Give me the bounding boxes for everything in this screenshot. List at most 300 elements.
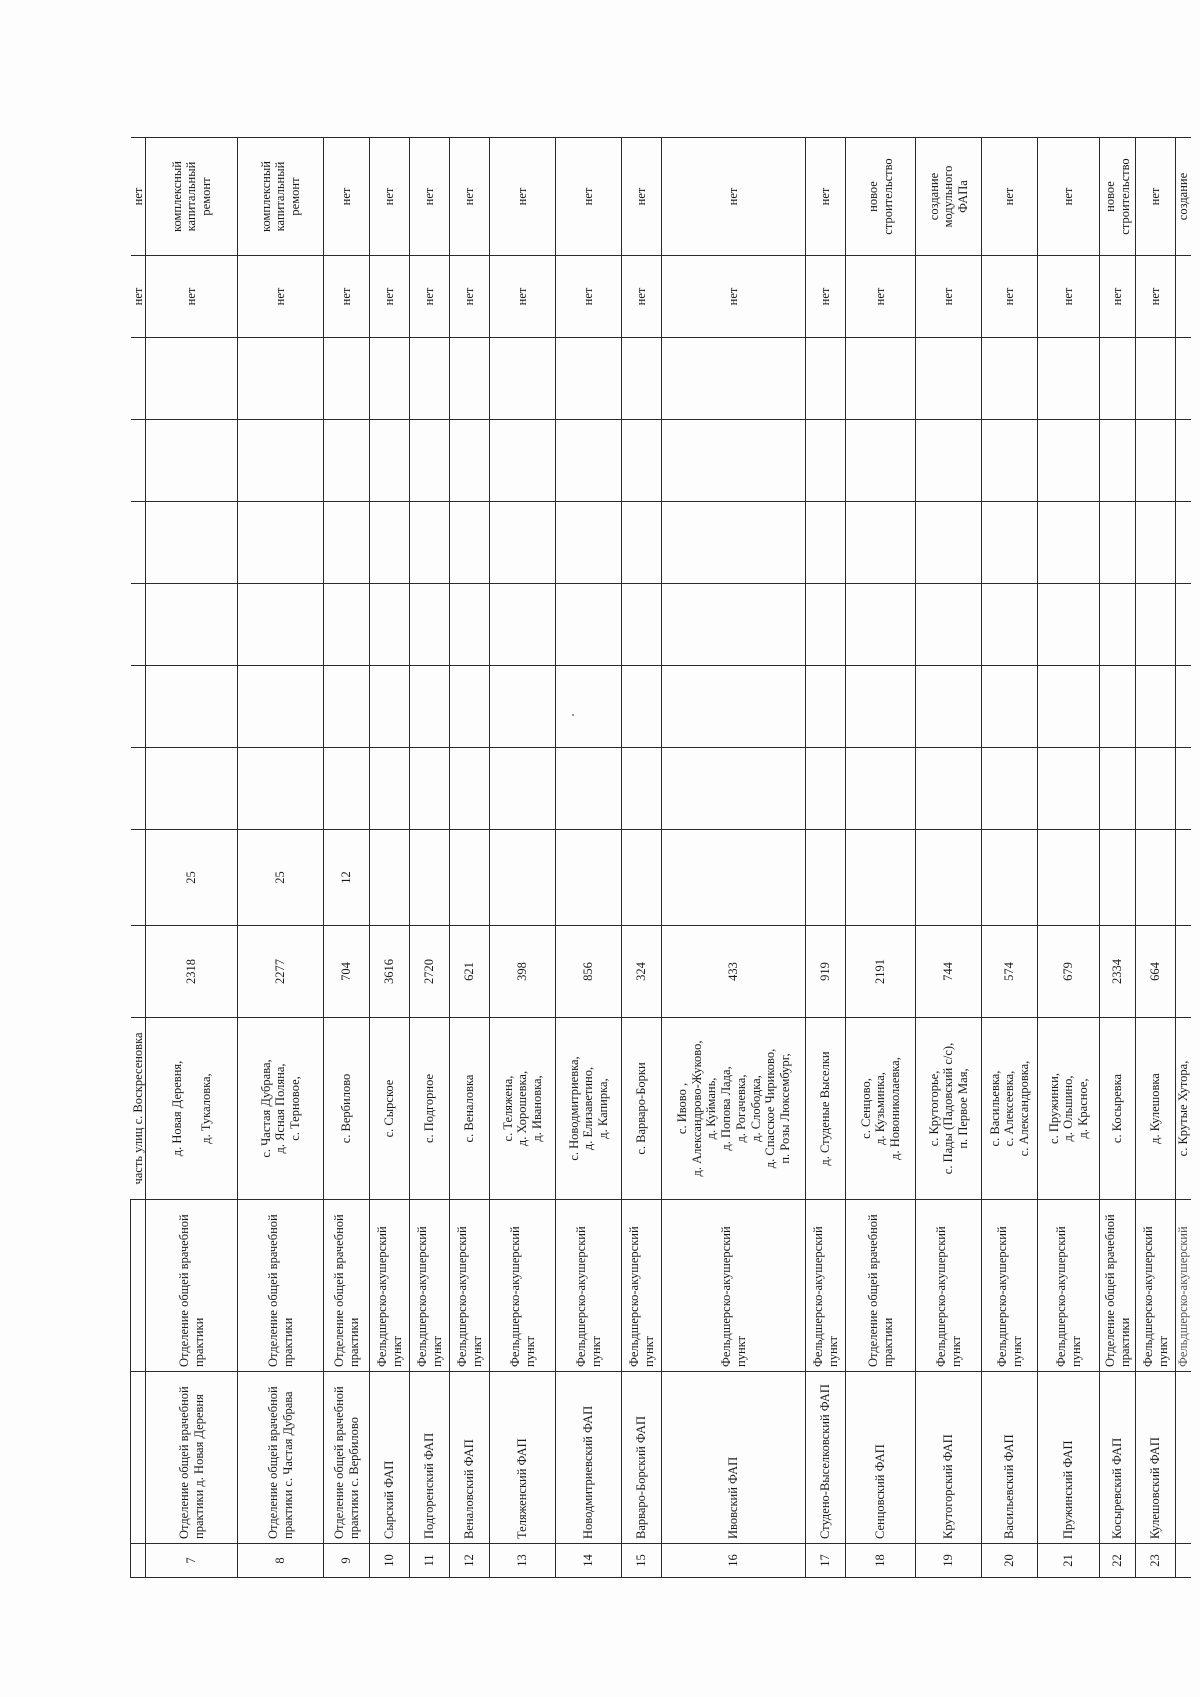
cell-settlements xyxy=(410,1018,450,1200)
cell-action xyxy=(1038,138,1100,256)
cell-empty xyxy=(1100,502,1136,584)
cell-name xyxy=(490,1372,556,1544)
cell-empty xyxy=(1038,502,1100,584)
cell-settlements xyxy=(490,1018,556,1200)
cell-empty xyxy=(662,748,806,830)
cell-need xyxy=(1176,256,1191,338)
cell-value xyxy=(450,830,490,926)
cell-empty xyxy=(916,502,982,584)
type-line: пункт xyxy=(825,1336,840,1367)
cell-empty xyxy=(131,338,146,420)
cell-empty xyxy=(146,502,238,584)
cell-empty xyxy=(131,420,146,502)
cell-empty xyxy=(846,338,916,420)
cell-empty xyxy=(1100,666,1136,748)
type-line: пункт xyxy=(429,1336,444,1367)
cell-value xyxy=(846,830,916,926)
cell-need: нет xyxy=(556,256,622,338)
name-line: Теляженский ФАП xyxy=(515,1438,530,1539)
cell-empty xyxy=(806,420,846,502)
cell-type xyxy=(450,1200,490,1372)
cell-num xyxy=(131,1544,146,1578)
cell-empty xyxy=(324,420,370,502)
cell-empty xyxy=(1100,420,1136,502)
action-line: строительство xyxy=(1117,158,1132,235)
settlement-line: п. Розы Люксембург, xyxy=(778,1053,792,1164)
name-line: практики с. Вербилово xyxy=(346,1417,361,1539)
settlement-line: с. Вербилово xyxy=(339,1073,354,1144)
type-line: Фельдшерско-акушерский xyxy=(811,1226,825,1367)
name-line: Варваро-Борский ФАП xyxy=(634,1415,649,1539)
action-line: нет xyxy=(726,187,741,206)
name-line: Новодмитриевский ФАП xyxy=(581,1405,596,1539)
cell-type xyxy=(1136,1200,1176,1372)
type-line: пункт xyxy=(641,1336,656,1367)
cell-value xyxy=(982,830,1038,926)
settlement-line: д. Новониколаевка, xyxy=(888,1057,903,1160)
table-row xyxy=(806,138,846,1578)
cell-num: 11 xyxy=(410,1544,450,1578)
cell-name xyxy=(556,1372,622,1544)
type-line: Отделение общей врачебной xyxy=(1103,1214,1117,1367)
cell-empty xyxy=(450,584,490,666)
action-line: нет xyxy=(382,187,397,206)
cell-need: нет xyxy=(410,256,450,338)
cell-settlements xyxy=(556,1018,622,1200)
cell-empty xyxy=(490,748,556,830)
cell-name xyxy=(916,1372,982,1544)
cell-population: 621 xyxy=(450,926,490,1018)
cell-value xyxy=(1100,830,1136,926)
cell-num: 13 xyxy=(490,1544,556,1578)
cell-value xyxy=(131,830,146,926)
cell-population: 574 xyxy=(982,926,1038,1018)
cell-settlements xyxy=(146,1018,238,1200)
cell-type: Фельдшерско-акушерский xyxy=(1176,1200,1191,1372)
action-line: модульного xyxy=(941,165,956,228)
table-row xyxy=(450,138,490,1578)
cell-value xyxy=(556,830,622,926)
cell-settlements xyxy=(982,1018,1038,1200)
action-line: нет xyxy=(1061,187,1076,206)
cell-empty xyxy=(622,502,662,584)
cell-type xyxy=(490,1200,556,1372)
cell-empty xyxy=(410,338,450,420)
cell-need: нет xyxy=(450,256,490,338)
settlement-line: д. Хорошевка, xyxy=(515,1070,530,1147)
cell-empty xyxy=(846,502,916,584)
cell-action xyxy=(490,138,556,256)
settlement-line: с. Варваро-Борки xyxy=(634,1062,649,1155)
cell-empty xyxy=(450,502,490,584)
table-row xyxy=(622,138,662,1578)
action-line: ремонт xyxy=(288,177,303,216)
cell-value xyxy=(370,830,410,926)
cell-num xyxy=(1176,1544,1191,1578)
settlement-line: д. Студеные Выселки xyxy=(818,1051,833,1166)
table-row xyxy=(324,138,370,1578)
cell-action xyxy=(662,138,806,256)
cell-num: 18 xyxy=(846,1544,916,1578)
cell-empty xyxy=(1176,748,1191,830)
cell-settlements xyxy=(662,1018,806,1200)
cell-name xyxy=(1176,1372,1191,1544)
cell-name xyxy=(450,1372,490,1544)
settlement-line: с. Сенцово, xyxy=(858,1078,873,1139)
cell-empty xyxy=(238,584,324,666)
name-line: Студено-Выселковский ФАП xyxy=(818,1384,833,1539)
cell-action: создание xyxy=(1176,138,1191,256)
cell-name xyxy=(1100,1372,1136,1544)
cell-type xyxy=(556,1200,622,1372)
cell-empty xyxy=(370,584,410,666)
cell-empty xyxy=(846,748,916,830)
settlement-line: с. Васильевка, xyxy=(987,1070,1002,1147)
cell-num: 21 xyxy=(1038,1544,1100,1578)
cell-empty xyxy=(1176,502,1191,584)
cell-settlements: с. Крутые Хутора, xyxy=(1176,1018,1191,1200)
cell-population: 3616 xyxy=(370,926,410,1018)
name-line: Отделение общей врачебной xyxy=(177,1386,191,1539)
cell-population: 2334 xyxy=(1100,926,1136,1018)
cell-empty xyxy=(324,338,370,420)
cell-population: 2318 xyxy=(146,926,238,1018)
cell-empty xyxy=(1038,338,1100,420)
cell-need: нет xyxy=(146,256,238,338)
settlement-line: д. Капирка, xyxy=(596,1078,611,1139)
cell-name xyxy=(324,1372,370,1544)
action-line: нет xyxy=(1002,187,1017,206)
cell-empty xyxy=(916,420,982,502)
cell-empty xyxy=(916,666,982,748)
cell-action xyxy=(146,138,238,256)
type-line: Фельдшерско-акушерский xyxy=(508,1226,522,1367)
settlement-line: с. Косыревка xyxy=(1110,1073,1125,1144)
type-line: Фельдшерско-акушерский xyxy=(995,1226,1009,1367)
cell-empty xyxy=(556,584,622,666)
cell-empty xyxy=(370,338,410,420)
settlement-line: д. Красное, xyxy=(1076,1078,1091,1139)
settlement-line: д. Ольшино, xyxy=(1061,1075,1076,1142)
cell-population: 704 xyxy=(324,926,370,1018)
cell-action xyxy=(370,138,410,256)
settlement-line: д. Кузьминка, xyxy=(873,1072,888,1145)
cell-empty xyxy=(806,666,846,748)
cell-empty xyxy=(1176,420,1191,502)
cell-empty xyxy=(846,420,916,502)
cell-settlements xyxy=(370,1018,410,1200)
cell-empty xyxy=(806,502,846,584)
cell-population: 744 xyxy=(916,926,982,1018)
name-line: Подгоренский ФАП xyxy=(422,1432,437,1539)
cell-type xyxy=(1038,1200,1100,1372)
settlement-line: с. Пады (Падовский с/с), xyxy=(941,1042,956,1175)
cell-value: 25 xyxy=(238,830,324,926)
cell-empty xyxy=(662,502,806,584)
cell-type xyxy=(622,1200,662,1372)
cell-need: нет xyxy=(662,256,806,338)
cell-empty xyxy=(662,338,806,420)
cell-empty xyxy=(982,420,1038,502)
action-line: комплексный xyxy=(169,161,184,232)
cell-population: 398 xyxy=(490,926,556,1018)
cell-name xyxy=(131,1372,146,1544)
cell-empty xyxy=(556,420,622,502)
cell-empty xyxy=(324,502,370,584)
cell-type xyxy=(662,1200,806,1372)
settlement-line: д. Елизаветино, xyxy=(581,1066,596,1151)
cell-empty xyxy=(806,338,846,420)
cell-population: 2191 xyxy=(846,926,916,1018)
cell-empty xyxy=(622,338,662,420)
settlement-line: д. Тукаловка, xyxy=(199,1073,214,1144)
type-line: Фельдшерско-акушерский xyxy=(719,1226,733,1367)
cell-value: 12 xyxy=(324,830,370,926)
type-line: Фельдшерско-акушерский xyxy=(415,1226,429,1367)
name-line: Пружинский ФАП xyxy=(1061,1440,1076,1539)
settlement-line: часть улиц с. Воскресеновка xyxy=(130,1032,145,1185)
cell-name xyxy=(846,1372,916,1544)
cell-empty xyxy=(982,338,1038,420)
cell-empty xyxy=(1100,338,1136,420)
cell-action xyxy=(846,138,916,256)
type-line: пункт xyxy=(948,1336,963,1367)
cell-need: нет xyxy=(622,256,662,338)
cell-empty xyxy=(622,420,662,502)
type-line: Отделение общей врачебной xyxy=(866,1214,880,1367)
type-line: Фельдшерско-акушерский xyxy=(574,1226,588,1367)
cell-need: нет xyxy=(370,256,410,338)
cell-need: нет xyxy=(131,256,146,338)
type-line: пункт xyxy=(1155,1336,1170,1367)
cell-empty xyxy=(1136,666,1176,748)
cell-need: нет xyxy=(846,256,916,338)
table-row xyxy=(982,138,1038,1578)
table-row-bottom xyxy=(1176,138,1191,1578)
cell-empty xyxy=(410,420,450,502)
cell-empty xyxy=(410,666,450,748)
cell-population: 2720 xyxy=(410,926,450,1018)
type-line: практики xyxy=(280,1317,295,1367)
cell-type xyxy=(806,1200,846,1372)
cell-need: нет xyxy=(806,256,846,338)
table-row xyxy=(556,138,622,1578)
type-line: практики xyxy=(346,1317,361,1367)
cell-value xyxy=(1176,830,1191,926)
cell-empty xyxy=(556,338,622,420)
type-line: Фельдшерско-акушерский xyxy=(1141,1226,1155,1367)
cell-action xyxy=(450,138,490,256)
table-row xyxy=(146,138,238,1578)
name-line: Отделение общей врачебной xyxy=(266,1386,280,1539)
cell-empty xyxy=(146,748,238,830)
type-line: пункт xyxy=(588,1336,603,1367)
name-line: Васильевский ФАП xyxy=(1002,1434,1017,1539)
cell-population: 324 xyxy=(622,926,662,1018)
cell-empty xyxy=(490,666,556,748)
action-line: создание xyxy=(926,172,941,221)
cell-empty xyxy=(370,748,410,830)
cell-action xyxy=(982,138,1038,256)
cell-empty xyxy=(238,338,324,420)
cell-settlements xyxy=(238,1018,324,1200)
cell-empty xyxy=(1038,420,1100,502)
cell-empty xyxy=(490,420,556,502)
cell-empty xyxy=(982,666,1038,748)
cell-empty xyxy=(1136,584,1176,666)
action-line: нет xyxy=(634,187,649,206)
cell-value xyxy=(662,830,806,926)
settlement-line: с. Подгорное xyxy=(422,1073,437,1144)
cell-action xyxy=(238,138,324,256)
cell-population: 664 xyxy=(1136,926,1176,1018)
cell-num: 17 xyxy=(806,1544,846,1578)
action-line: нет xyxy=(339,187,354,206)
cell-name xyxy=(622,1372,662,1544)
cell-need: нет xyxy=(982,256,1038,338)
cell-empty xyxy=(1176,666,1191,748)
cell-type xyxy=(1100,1200,1136,1372)
cell-empty xyxy=(238,748,324,830)
cell-empty xyxy=(662,584,806,666)
cell-value xyxy=(622,830,662,926)
name-line: Отделение общей врачебной xyxy=(332,1386,346,1539)
table-row xyxy=(238,138,324,1578)
name-line: Сенцовский ФАП xyxy=(873,1444,888,1539)
settlement-line: д. Попова Лада, xyxy=(719,1066,733,1151)
cell-empty xyxy=(1100,748,1136,830)
cell-num: 19 xyxy=(916,1544,982,1578)
cell-type xyxy=(238,1200,324,1372)
action-line: нет xyxy=(581,187,596,206)
type-line: пункт xyxy=(1068,1336,1083,1367)
cell-empty xyxy=(982,502,1038,584)
action-line: ФАПа xyxy=(956,180,971,213)
cell-value xyxy=(1136,830,1176,926)
cell-empty xyxy=(1038,584,1100,666)
settlement-line: с. Веналовка xyxy=(462,1074,477,1143)
cell-empty xyxy=(450,748,490,830)
cell-empty xyxy=(1176,584,1191,666)
cell-settlements xyxy=(806,1018,846,1200)
action-line: строительство xyxy=(880,158,895,235)
type-line: пункт xyxy=(1009,1336,1024,1367)
settlement-line: с. Пружинки, xyxy=(1046,1073,1061,1144)
settlement-line: с. Александровка, xyxy=(1017,1060,1032,1157)
cell-need: нет xyxy=(324,256,370,338)
cell-empty xyxy=(450,420,490,502)
type-line: пункт xyxy=(733,1336,748,1367)
cell-type xyxy=(324,1200,370,1372)
cell-empty xyxy=(982,584,1038,666)
cell-empty xyxy=(1100,584,1136,666)
cell-num: 8 xyxy=(238,1544,324,1578)
cell-settlements xyxy=(450,1018,490,1200)
name-line: Ивовский ФАП xyxy=(726,1456,741,1539)
cell-empty xyxy=(131,502,146,584)
type-line: Фельдшерско-акушерский xyxy=(375,1226,389,1367)
cell-empty xyxy=(490,584,556,666)
cell-empty xyxy=(490,338,556,420)
cell-settlements xyxy=(131,1018,146,1200)
cell-need: нет xyxy=(1038,256,1100,338)
cell-settlements xyxy=(846,1018,916,1200)
cell-name xyxy=(1038,1372,1100,1544)
cell-type xyxy=(370,1200,410,1372)
cell-name xyxy=(238,1372,324,1544)
cell-need: нет xyxy=(238,256,324,338)
cell-empty xyxy=(450,338,490,420)
table-row xyxy=(410,138,450,1578)
cell-empty xyxy=(324,584,370,666)
cell-value xyxy=(1038,830,1100,926)
cell-num: 20 xyxy=(982,1544,1038,1578)
action-line: капитальный xyxy=(273,161,288,232)
type-line: практики xyxy=(191,1317,206,1367)
cell-action xyxy=(324,138,370,256)
settlement-line: с. Новодмитриевка, xyxy=(566,1056,581,1161)
cell-num: 16 xyxy=(662,1544,806,1578)
settlement-line xyxy=(184,1022,199,1195)
table-row xyxy=(1100,138,1136,1578)
cell-empty xyxy=(370,502,410,584)
cell-empty xyxy=(622,666,662,748)
name-line: практики с. Частая Дубрава xyxy=(280,1391,295,1539)
table-row xyxy=(662,138,806,1578)
cell-action: нет xyxy=(131,138,146,256)
cell-value xyxy=(806,830,846,926)
cell-empty xyxy=(622,584,662,666)
type-line: Отделение общей врачебной xyxy=(177,1214,191,1367)
table-row xyxy=(370,138,410,1578)
cell-need: нет xyxy=(916,256,982,338)
name-line: Крутогорский ФАП xyxy=(941,1434,956,1539)
cell-empty xyxy=(1136,338,1176,420)
cell-empty xyxy=(238,502,324,584)
cell-settlements xyxy=(622,1018,662,1200)
cell-empty xyxy=(982,748,1038,830)
type-line: Фельдшерско-акушерский xyxy=(627,1226,641,1367)
cell-type xyxy=(410,1200,450,1372)
cell-empty xyxy=(131,748,146,830)
type-line: Отделение общей врачебной xyxy=(266,1214,280,1367)
cell-type xyxy=(846,1200,916,1372)
cell-num: 22 xyxy=(1100,1544,1136,1578)
settlement-line: д. Александрово-Жуково, xyxy=(689,1040,704,1177)
cell-empty xyxy=(324,666,370,748)
cell-empty xyxy=(662,420,806,502)
cell-need: нет xyxy=(490,256,556,338)
cell-empty xyxy=(916,584,982,666)
cell-empty xyxy=(916,338,982,420)
cell-empty xyxy=(846,584,916,666)
type-line: Отделение общей врачебной xyxy=(332,1214,346,1367)
cell-value: 25 xyxy=(146,830,238,926)
cell-name xyxy=(410,1372,450,1544)
cell-empty xyxy=(238,666,324,748)
cell-empty xyxy=(370,420,410,502)
cell-type xyxy=(146,1200,238,1372)
action-line: новое xyxy=(866,181,880,212)
cell-type xyxy=(916,1200,982,1372)
cell-empty xyxy=(662,666,806,748)
settlement-line: с. Частая Дубрава, xyxy=(258,1059,273,1158)
cell-empty xyxy=(146,584,238,666)
table-row xyxy=(1038,138,1100,1578)
cell-empty xyxy=(146,420,238,502)
cell-empty xyxy=(1038,666,1100,748)
cell-name xyxy=(370,1372,410,1544)
